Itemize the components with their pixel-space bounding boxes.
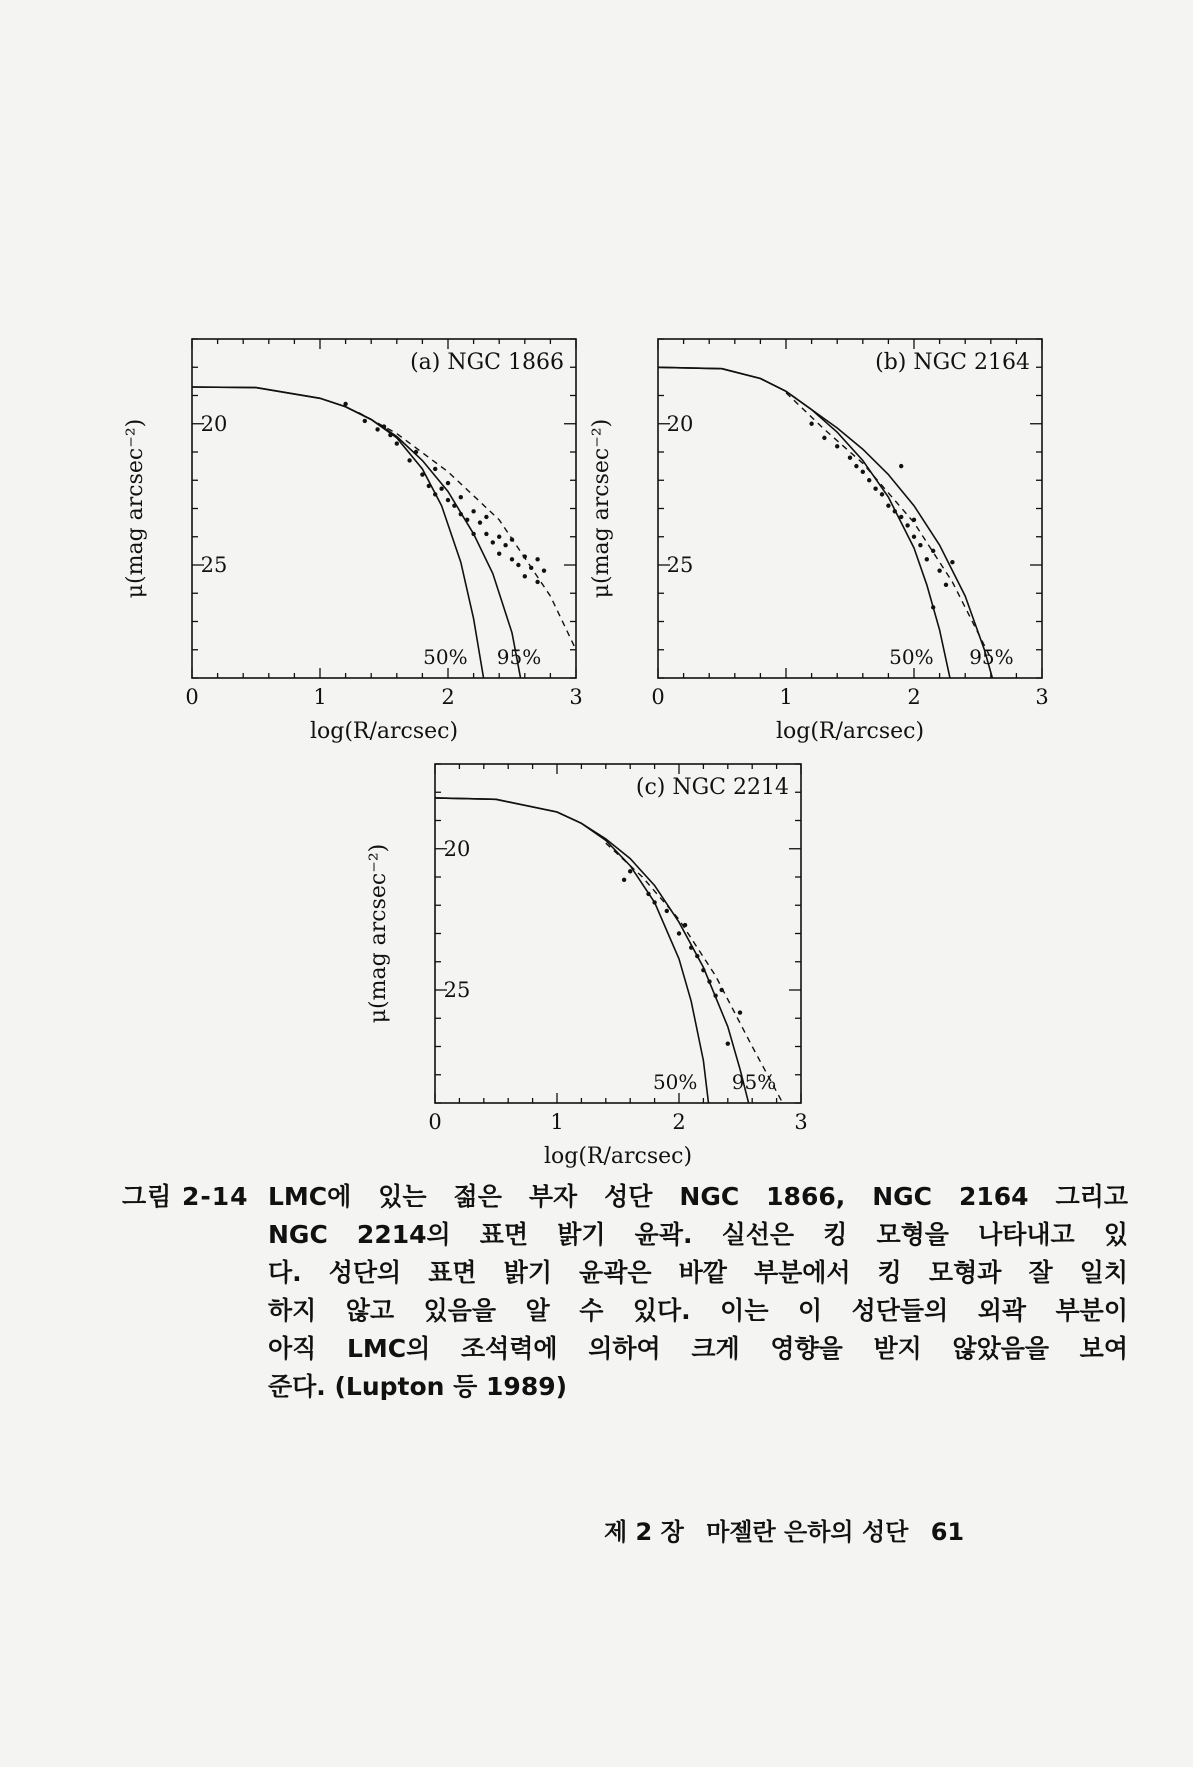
x-tick-label: 1 xyxy=(550,1110,564,1134)
caption-line: 아직 LMC의 조석력에 의하여 크게 영향을 받지 않았음을 보여 xyxy=(268,1334,1128,1363)
data-point xyxy=(382,424,386,428)
data-point xyxy=(478,520,482,524)
data-point xyxy=(471,532,475,536)
data-point xyxy=(893,509,897,513)
data-point xyxy=(446,498,450,502)
data-point xyxy=(809,422,813,426)
data-point xyxy=(652,900,656,904)
data-point xyxy=(726,1041,730,1045)
king-model-curve-95pct xyxy=(658,367,997,695)
x-tick-label: 0 xyxy=(651,685,665,709)
data-point xyxy=(848,455,852,459)
data-point xyxy=(822,436,826,440)
data-point xyxy=(905,523,909,527)
curve-label-50: 50% xyxy=(889,645,934,669)
x-axis-label: log(R/arcsec) xyxy=(309,719,459,744)
data-point xyxy=(510,557,514,561)
caption-label: 그림 2-14 xyxy=(122,1182,249,1211)
data-point xyxy=(529,566,533,570)
data-point xyxy=(899,515,903,519)
data-point xyxy=(646,892,650,896)
x-tick-label: 0 xyxy=(185,685,199,709)
data-point xyxy=(510,537,514,541)
fit-line-dashed xyxy=(358,413,576,650)
chart-panel-c xyxy=(366,764,808,1169)
data-point xyxy=(720,988,724,992)
y-tick-label: 25 xyxy=(200,553,228,577)
data-point xyxy=(363,419,367,423)
data-point xyxy=(491,540,495,544)
x-tick-label: 2 xyxy=(907,685,921,709)
data-point xyxy=(420,472,424,476)
data-point xyxy=(433,467,437,471)
data-point xyxy=(931,605,935,609)
data-point xyxy=(375,427,379,431)
x-axis-label: log(R/arcsec) xyxy=(775,719,925,744)
data-point xyxy=(484,532,488,536)
data-point xyxy=(912,518,916,522)
panel-title: (c) NGC 2214 xyxy=(635,775,789,800)
data-point xyxy=(873,487,877,491)
data-point xyxy=(950,560,954,564)
x-tick-label: 2 xyxy=(672,1110,686,1134)
data-point xyxy=(497,552,501,556)
data-point xyxy=(407,458,411,462)
data-point xyxy=(931,549,935,553)
data-point xyxy=(867,478,871,482)
data-point xyxy=(622,878,626,882)
x-tick-label: 0 xyxy=(428,1110,442,1134)
data-point xyxy=(343,402,347,406)
fit-line-dashed xyxy=(606,843,783,1103)
data-point xyxy=(886,503,890,507)
data-point xyxy=(937,568,941,572)
chapter-number: 제 2 장 xyxy=(604,1518,684,1546)
curve-label-50: 50% xyxy=(652,1070,698,1094)
caption-line: NGC 2214의 표면 밝기 윤곽. 실선은 킹 모형을 나타내고 있 xyxy=(268,1220,1128,1249)
data-point xyxy=(677,931,681,935)
plot-area xyxy=(658,367,997,695)
x-tick-label: 3 xyxy=(794,1110,808,1134)
data-point xyxy=(944,583,948,587)
chart-panel-b xyxy=(589,339,1049,744)
data-point xyxy=(503,543,507,547)
page-number: 61 xyxy=(930,1518,965,1546)
data-point xyxy=(471,509,475,513)
data-point xyxy=(542,568,546,572)
data-point xyxy=(861,470,865,474)
data-point xyxy=(459,495,463,499)
data-point xyxy=(523,554,527,558)
y-axis-label: μ(mag arcsec⁻²) xyxy=(123,418,148,599)
king-model-curve-95pct xyxy=(192,387,525,701)
chart-panel-a xyxy=(123,339,583,744)
caption-line: 준다. (Lupton 등 1989) xyxy=(268,1372,568,1401)
panel-title: (b) NGC 2164 xyxy=(875,350,1030,375)
data-point xyxy=(880,492,884,496)
curve-label-95: 95% xyxy=(496,645,542,669)
caption-text xyxy=(268,1178,1128,1406)
curve-label-95: 95% xyxy=(969,645,1014,669)
y-tick-label: 20 xyxy=(200,411,228,436)
data-point xyxy=(854,464,858,468)
data-point xyxy=(459,512,463,516)
data-point xyxy=(427,484,431,488)
data-point xyxy=(452,503,456,507)
data-point xyxy=(439,487,443,491)
data-point xyxy=(395,441,399,445)
data-point xyxy=(665,909,669,913)
data-point xyxy=(433,492,437,496)
data-point xyxy=(738,1010,742,1014)
plot-area xyxy=(435,798,783,1117)
data-point xyxy=(899,464,903,468)
data-point xyxy=(689,945,693,949)
king-model-curve-50pct xyxy=(435,798,710,1112)
data-point xyxy=(918,543,922,547)
y-tick-label: 25 xyxy=(666,553,694,577)
x-tick-label: 3 xyxy=(1035,685,1049,709)
data-point xyxy=(497,535,501,539)
curve-label-95: 95% xyxy=(731,1070,777,1094)
curve-label-50: 50% xyxy=(423,645,468,669)
data-point xyxy=(516,563,520,567)
data-point xyxy=(835,444,839,448)
y-tick-label: 25 xyxy=(443,978,471,1002)
caption-line: LMC에 있는 젊은 부자 성단 NGC 1866, NGC 2164 그리고 xyxy=(268,1182,1128,1211)
king-model-curve-50pct xyxy=(658,367,952,689)
y-tick-label: 20 xyxy=(666,411,694,436)
data-point xyxy=(414,450,418,454)
fit-line-dashed xyxy=(786,393,991,659)
plot-frame xyxy=(435,764,801,1103)
page-footer xyxy=(604,1512,1024,1547)
chapter-title: 마젤란 은하의 성단 xyxy=(706,1518,909,1546)
data-point xyxy=(484,515,488,519)
y-axis-label: μ(mag arcsec⁻²) xyxy=(589,418,614,599)
data-point xyxy=(628,869,632,873)
y-axis-label: μ(mag arcsec⁻²) xyxy=(366,843,391,1024)
data-point xyxy=(535,557,539,561)
x-tick-label: 3 xyxy=(569,685,583,709)
data-point xyxy=(701,968,705,972)
y-tick-label: 20 xyxy=(443,836,471,861)
x-tick-label: 1 xyxy=(779,685,793,709)
data-point xyxy=(683,923,687,927)
data-point xyxy=(535,580,539,584)
data-point xyxy=(446,481,450,485)
caption-line: 하지 않고 있음을 알 수 있다. 이는 이 성단들의 외곽 부분이 xyxy=(268,1296,1128,1325)
data-point xyxy=(465,518,469,522)
data-point xyxy=(695,954,699,958)
plot-frame xyxy=(192,339,576,678)
data-point xyxy=(713,993,717,997)
x-tick-label: 2 xyxy=(441,685,455,709)
caption-line: 다. 성단의 표면 밝기 윤곽은 바깥 부분에서 킹 모형과 잘 일치 xyxy=(268,1258,1128,1287)
x-axis-label: log(R/arcsec) xyxy=(543,1144,693,1169)
x-tick-label: 1 xyxy=(313,685,327,709)
plot-frame xyxy=(658,339,1042,678)
panel-title: (a) NGC 1866 xyxy=(410,350,564,375)
data-point xyxy=(912,535,916,539)
data-point xyxy=(523,574,527,578)
data-point xyxy=(925,557,929,561)
data-point xyxy=(707,979,711,983)
data-point xyxy=(388,433,392,437)
